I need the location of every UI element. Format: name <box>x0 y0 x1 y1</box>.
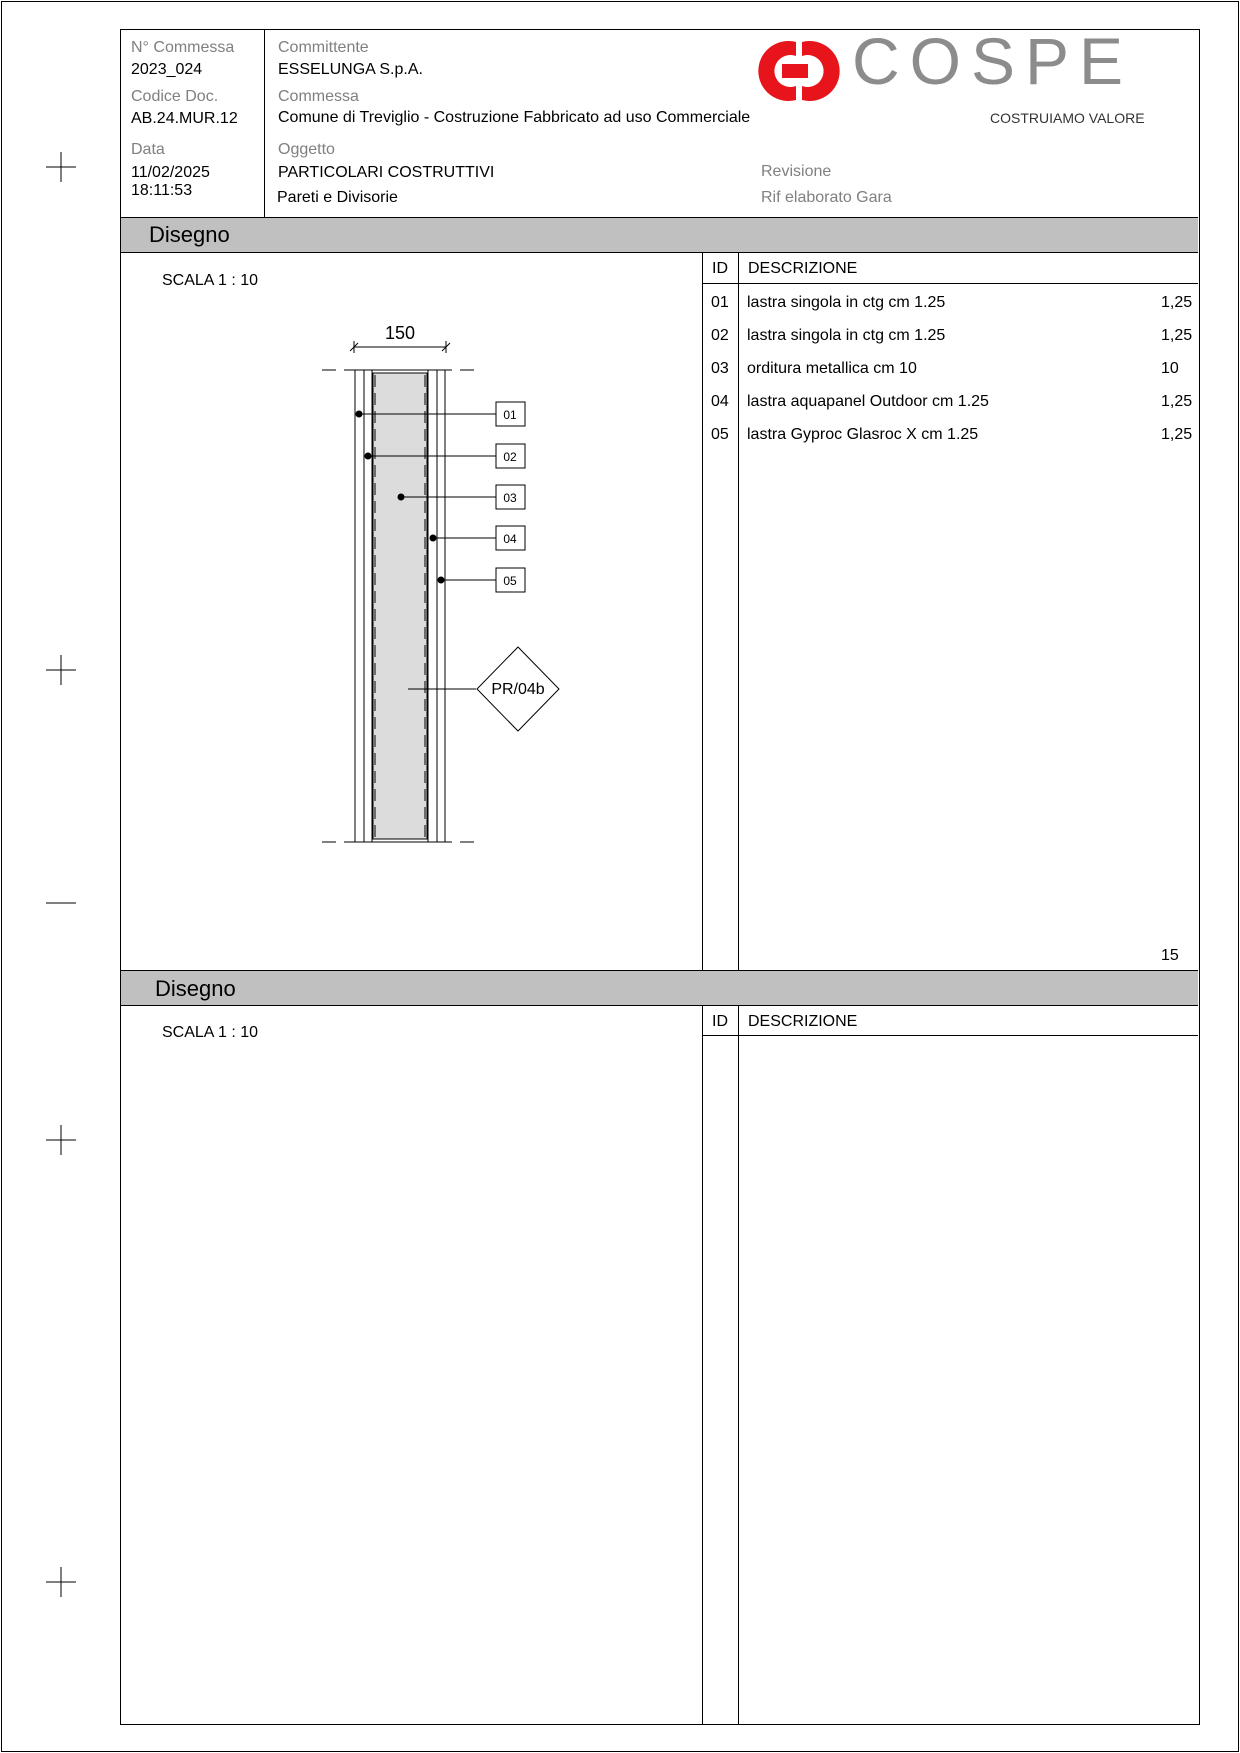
table2-divider-desc <box>738 1006 739 1724</box>
row-value: 1,25 <box>1161 426 1193 443</box>
callout-04: 04 <box>503 532 517 546</box>
oggetto-subtitle: Pareti e Divisorie <box>277 189 398 206</box>
commessa-no-label: N° Commessa <box>131 39 235 56</box>
table1-divider-desc <box>738 253 739 970</box>
wall-tag: PR/04b <box>491 681 545 698</box>
section1-scale: SCALA 1 : 10 <box>162 272 259 289</box>
revisione-label: Revisione <box>761 163 832 180</box>
table1-col-desc: DESCRIZIONE <box>748 260 858 277</box>
section2-band <box>121 971 1198 1005</box>
table2-col-desc: DESCRIZIONE <box>748 1013 858 1030</box>
oggetto-title: PARTICOLARI COSTRUTTIVI <box>278 164 495 181</box>
row-id: 01 <box>711 294 729 311</box>
commessa: Comune di Treviglio - Costruzione Fabbricato ad uso Commerciale <box>278 109 751 126</box>
codice-doc-label: Codice Doc. <box>131 88 219 105</box>
row-desc: lastra singola in ctg cm 1.25 <box>747 327 946 344</box>
row-desc: lastra Gyproc Glasroc X cm 1.25 <box>747 426 979 443</box>
date: 11/02/2025 <box>131 164 210 181</box>
callout-02: 02 <box>503 450 517 464</box>
wall-section-drawing <box>300 315 600 855</box>
callout-03: 03 <box>503 491 517 505</box>
table2-header-line <box>703 1035 1198 1036</box>
row-id: 03 <box>711 360 729 377</box>
section1-title: Disegno <box>149 222 230 247</box>
oggetto-label: Oggetto <box>278 141 335 158</box>
row-value: 1,25 <box>1161 393 1193 410</box>
section2-title: Disegno <box>155 976 236 1001</box>
header-divider <box>264 29 265 217</box>
table1-col-id: ID <box>712 260 728 277</box>
row-desc: orditura metallica cm 10 <box>747 360 917 377</box>
time: 18:11:53 <box>131 182 193 199</box>
row-id: 05 <box>711 426 729 443</box>
row-id: 04 <box>711 393 729 410</box>
row-id: 02 <box>711 327 729 344</box>
commessa-no: 2023_024 <box>131 61 203 78</box>
section1-band <box>121 218 1198 252</box>
table1-header-line <box>703 283 1198 284</box>
committente-label: Committente <box>278 39 369 56</box>
logo-tagline: COSTRUIAMO VALORE <box>990 110 1145 126</box>
rif-label: Rif elaborato Gara <box>761 189 892 206</box>
row-desc: lastra singola in ctg cm 1.25 <box>747 294 946 311</box>
table1-total: 15 <box>1161 947 1179 964</box>
codice-doc: AB.24.MUR.12 <box>131 110 238 127</box>
table1-divider-id <box>702 253 703 970</box>
row-value: 10 <box>1161 360 1179 377</box>
logo-brand: COSPE <box>852 24 1134 98</box>
commessa-label: Commessa <box>278 88 359 105</box>
margin-marks <box>0 0 120 1753</box>
section2-band-line <box>121 1005 1198 1006</box>
callout-05: 05 <box>503 574 517 588</box>
section1-band-line <box>121 252 1198 253</box>
table2-col-id: ID <box>712 1013 728 1030</box>
row-value: 1,25 <box>1161 294 1193 311</box>
table2-divider-id <box>702 1006 703 1724</box>
dimension-label: 150 <box>384 323 416 343</box>
row-value: 1,25 <box>1161 327 1193 344</box>
logo-mark-icon <box>752 36 840 106</box>
callout-01: 01 <box>503 408 517 422</box>
committente: ESSELUNGA S.p.A. <box>278 61 423 78</box>
data-label: Data <box>131 141 165 158</box>
row-desc: lastra aquapanel Outdoor cm 1.25 <box>747 393 989 410</box>
section2-scale: SCALA 1 : 10 <box>162 1024 259 1041</box>
